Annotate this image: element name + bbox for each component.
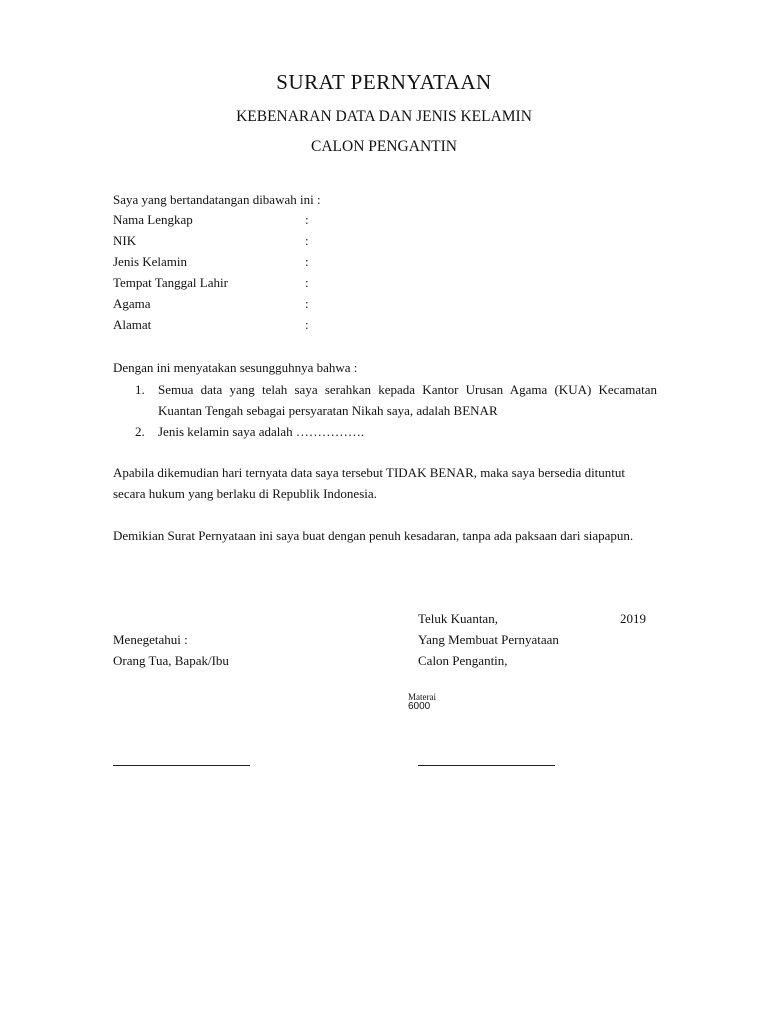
field-row-nik (113, 233, 413, 254)
right-signature-line (418, 765, 555, 766)
right-signatory-title: Yang Membuat Pernyataan (418, 632, 559, 647)
field-colon: : (305, 212, 309, 227)
field-label: Alamat (113, 317, 152, 332)
field-row-gender (113, 254, 413, 275)
field-colon: : (305, 296, 309, 311)
materai-label: Materai (408, 692, 436, 702)
document-title: SURAT PERNYATAAN (276, 70, 492, 94)
list-item (113, 379, 657, 421)
field-colon: : (305, 317, 309, 332)
field-label: Agama (113, 296, 151, 311)
field-label: Jenis Kelamin (113, 254, 188, 269)
materai-value: 6000 (408, 701, 431, 712)
field-row-birth (113, 275, 413, 296)
field-row-address (113, 317, 413, 338)
left-signature-line (113, 765, 250, 766)
list-number: 1. (135, 382, 145, 397)
field-colon: : (305, 233, 309, 248)
field-row-name (113, 212, 413, 233)
field-colon: : (305, 254, 309, 269)
closing-paragraph: Demikian Surat Pernyataan ini saya buat dengan penuh kesadaran, tanpa ada paksaan dari siapapun. (113, 528, 634, 543)
field-label: NIK (113, 233, 137, 248)
identity-fields (113, 212, 413, 338)
field-colon: : (305, 275, 309, 290)
right-signatory-role: Calon Pengantin, (418, 653, 508, 668)
statement-list (113, 379, 657, 442)
legal-paragraph: Apabila dikemudian hari ternyata data saya tersebut TIDAK BENAR, maka saya bersedia dituntut secara hukum yang berlaku di Republik Indonesia. (113, 465, 626, 501)
left-signatory-role: Orang Tua, Bapak/Ibu (113, 653, 229, 668)
field-label: Nama Lengkap (113, 212, 193, 227)
field-row-religion (113, 296, 413, 317)
document-subtitle-line2: CALON PENGANTIN (311, 138, 457, 155)
list-item (113, 421, 657, 442)
list-number: 2. (135, 424, 145, 439)
field-label: Tempat Tanggal Lahir (113, 275, 228, 290)
intro-text: Saya yang bertandatangan dibawah ini : (113, 192, 321, 207)
signature-year: 2019 (620, 611, 646, 626)
place-date: Teluk Kuantan, (418, 611, 498, 626)
statement-intro: Dengan ini menyatakan sesungguhnya bahwa : (113, 360, 358, 375)
document-subtitle-line1: KEBENARAN DATA DAN JENIS KELAMIN (236, 108, 532, 125)
list-text: Jenis kelamin saya adalah ……………. (158, 424, 365, 439)
left-signatory-title: Menegetahui : (113, 632, 188, 647)
list-text: Semua data yang telah saya serahkan kepada Kantor Urusan Agama (KUA) Kecamatan Kuantan Tengah sebagai persyaratan Nikah saya, adalah BENAR (158, 382, 657, 418)
